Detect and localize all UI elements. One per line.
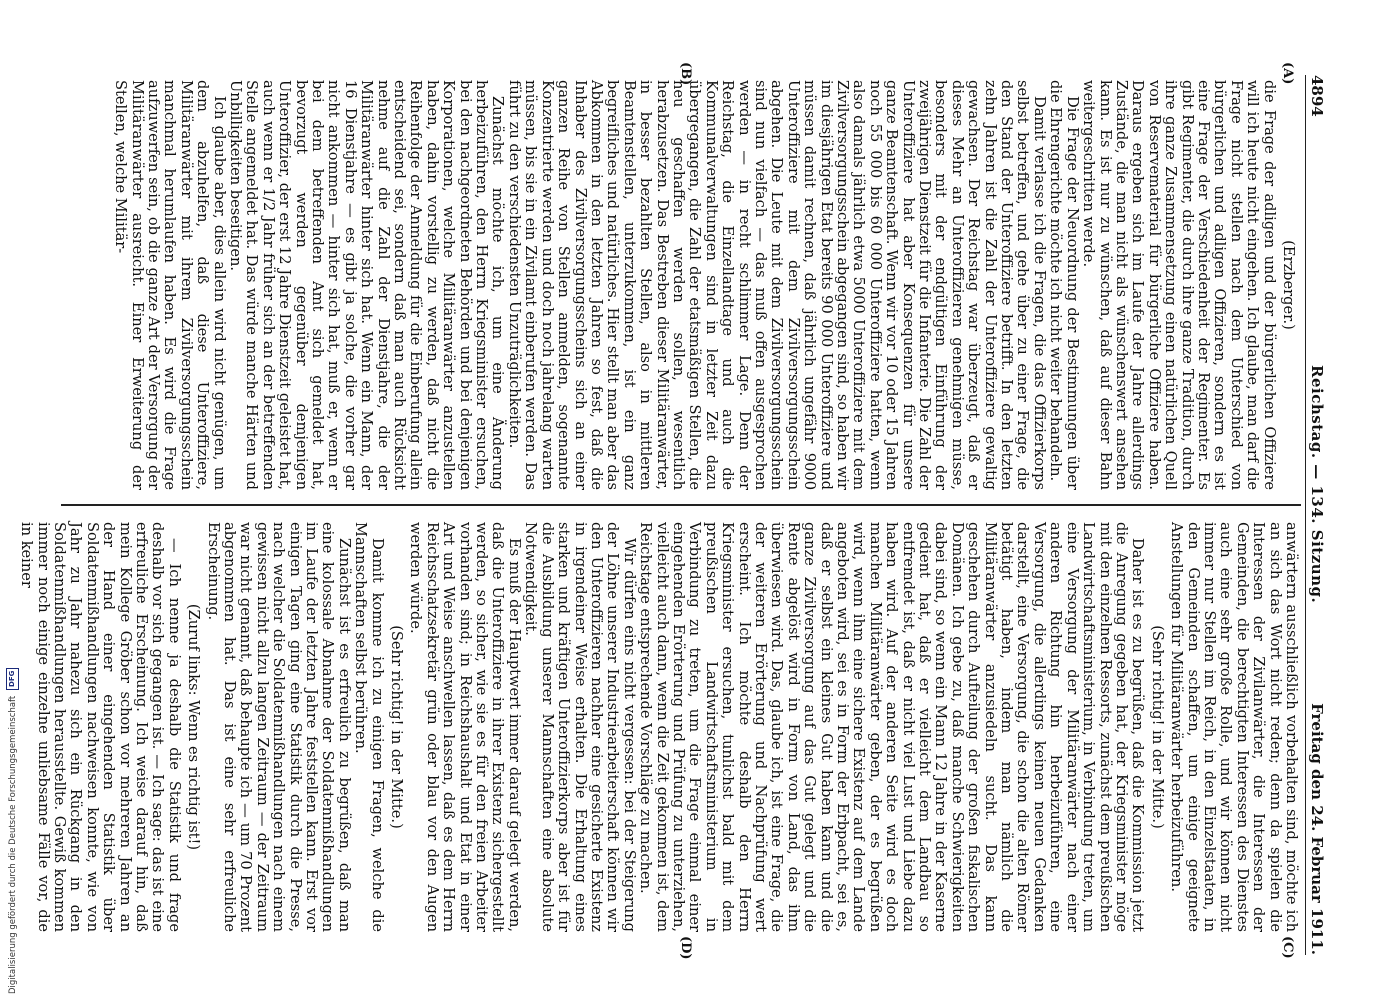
session-date: Freitag den 24. Februar 1911.: [1308, 703, 1326, 955]
paragraph: Zunächst ist es erfreulich zu begrüßen, daß man eine kolossale Abnahme der Soldatenmißhandlungen im Laufe der letzten Jahre feststellen kann. Erst vor einigen Tagen ging eine Statistik durch die Presse, nach welcher die Soldatenmißhandlungen nach einem gewissen nicht allzu langen Zeitraum — der Zeitraum war nicht genannt, daß behaupte ich — um 70 Prozent abgenommen hat. Das ist eine sehr erfreuliche Erscheinung.: [204, 522, 353, 932]
right-text-column: [18, 522, 1299, 932]
credit-text: Digitalisierung gefördert durch die Deutsche Forschungsgemeinschaft: [7, 695, 18, 994]
paragraph: Damit verlasse ich die Fragen, die das Offizierkorps selbst betreffen, und gehe über zu einer Frage, die den Stand der Unteroffiziere betrifft. In den letzten zehn Jahren ist die Zahl der Unteroffiziere gewaltig gewachsen. Der Reichstag war überzeugt, daß er dieses Mehr an Unteroffizieren genehmigen müsse, besonders mit der endgültigen Einführung der zweijährigen Dienstzeit für die Infanterie. Die Zahl der Unteroffiziere hat aber Konsequenzen für unsere ganze Beamtenschaft. Wenn wir vor 10 oder 15 Jahren noch 55 000 bis 60 000 Unteroffiziere hatten, wenn also damals jährlich etwa 5000 Unteroffiziere mit dem Zivilversorgungsschein abgegangen sind, so haben wir im diesjährigen Etat bereits 90 000 Unteroffiziere und müssen damit rechnen, daß jährlich ungefähr 9000 Unteroffiziere mit dem Zivilversorgungsschein abgehen. Die Leute mit dem Zivilversorgungsschein sind nun vielfach — das muß offen ausgesprochen werden — in recht schlimmer Lage. Denn der Reichstag, die Einzellandtage und auch die Kommunalverwaltungen sind in letzter Zeit dazu übergegangen, die Zahl der etatsmäßigen Stellen, die neu geschaffen werden sollen, wesentlich herabzusetzen. Das Bestreben dieser Militäranwärter, in besser bezahlten Stellen, also in mittleren Beamtenstellen, unterzukommen, ist ein ganz begreifliches und natürliches. Hier stellt man aber das Abkommen in den letzten Jahren so fest, daß die Inhaber des Zivilversorgungsscheins sich an einer ganzen Reihe von Stellen anmelden, sogenannte Konzentrierte werden und doch noch jahrelang warten müssen, bis sie in ein Zivilamt einberufen werden. Das führt zu den verschiedensten Unzuträglichkeiten.: [505, 80, 1048, 490]
page-header: [1305, 75, 1328, 955]
interjection: (Zuruf links: Wenn es richtig ist!): [185, 603, 203, 851]
section-marker-c: (C): [1280, 936, 1295, 959]
left-text-column: [112, 80, 1299, 490]
paragraph: anwärtern ausschließlich vorbehalten sind, möchte ich an sich das Wort nicht reden; denn da spielen die Interessen der Zivilanwärter, die Interessen der Gemeinden, die berechtigten Interessen des Dienstes auch eine sehr große Rolle, und wir können nicht immer nur Stellen im Reich, in den Einzelstaaten, in den Gemeinden schaffen, um einige geeignete Anstellungen für Militäranwärter herbeizuführen.: [1168, 522, 1300, 932]
digitization-credit: [6, 668, 19, 994]
section-marker-a: (A): [1280, 62, 1295, 85]
paragraph: — Ich nenne ja deshalb die Statistik und frage deshalb vor sich gegangen ist. — Ich sage: das ist eine erfreuliche Erscheinung. Ich weise darauf hin, daß mein Kollege Gröber schon vor mehreren Jahren an der Hand einer eingehenden Statistik über Soldatenmißhandlungen nachweisen konnte, wie von Jahr zu Jahr nahezu sich ein Rückgang in den Soldatenmißhandlungen herausstellte. Gewiß kommen immer noch einige einzelne unliebsame Fälle vor, die in keiner: [18, 522, 183, 932]
interjection: (Sehr richtig! in der Mitte.): [1148, 625, 1166, 829]
section-marker-b: (B): [678, 62, 693, 86]
paragraph: Wir dürfen eins nicht vergessen: bei der Steigerung der Löhne unserer Industriearbeiterschaft können wir den Unteroffizieren nachher eine gesicherte Existenz in irgendeiner Weise erhalten. Die Erhaltung eines starken und kräftigen Unteroffizierkorps aber ist für die Ausbildung unserer Mannschaften eine absolute Notwendigkeit.: [522, 522, 638, 932]
session-title: Reichstag. — 134. Sitzung.: [1308, 365, 1326, 604]
paragraph: die Frage der adligen und der bürgerlichen Offiziere will ich heute nicht eingehen. Ich glaube, man darf die Frage nicht stellen nach dem Unterschied von bürgerlichen und adligen Offizieren, sondern es ist eine Frage der Verschiedenheit der Regimenter. Es gibt Regimenter, die durch ihre ganze Tradition, durch ihre ganze Zusammensetzung einen natürlichen Quell von Reservematerial für bürgerliche Offiziere haben. Daraus ergeben sich im Laufe der Jahre allerdings Zustände, die man nicht als wünschenswert ansehen kann. Es ist nur zu wünschen, daß auf dieser Bahn weitergeschritten werde.: [1080, 80, 1278, 490]
section-marker-d: (D): [678, 936, 693, 960]
paragraph: Daher ist es zu begrüßen, daß die Kommission jetzt die Anregung gegeben hat, der Kriegsminister möge mit den einzelnen Ressorts, zunächst dem preußischen Landwirtschaftsministerium, in Verbindung treten, um eine Versorgung der Militäranwärter nach einer anderen Richtung hin herbeizuführen, eine Versorgung, die allerdings keinen neuen Gedanken darstellt, eine Versorgung, die schon die alten Römer betätigt haben, indem man nämlich die Militäranwärter anzusiedeln sucht. Das kann geschehen durch Aufteilung der großen fiskalischen Domänen. Ich gebe zu, daß manche Schwierigkeiten dabei sind, so wenn ein Mann 12 Jahre in der Kaserne gedient hat, daß er vielleicht dem Landbau so entfremdet ist, daß er nicht viel Lust und Liebe dazu haben wird. Auf der anderen Seite wird es doch manchen Militäranwärter geben, der es begrüßen wird, wenn ihm eine sichere Existenz auf dem Lande angeboten wird, sei es in Form der Erbpacht, sei es, daß er selbst ein kleines Gut haben kann und die ganze Zivilversorgung auf das Gut gelegt und die Rente abgelöst wird in Form von Land, das ihm überwiesen wird. Das, glaube ich, ist eine Frage, die der weiteren Erörterung und Nachprüfung wert erscheint. Ich möchte deshalb den Herrn Kriegsminister ersuchen, tunlichst bald mit dem preußischen Landwirtschaftsministerium in Verbindung zu treten, um die Frage einmal einer eingehenden Erörterung und Prüfung zu unterziehen, vielleicht auch dann, wenn die Zeit gekommen ist, dem Reichstage entsprechende Vorschläge zu machen.: [637, 522, 1147, 932]
paragraph: Es muß der Hauptwert immer darauf gelegt werden, daß die Unteroffiziere in ihrer Existenz sichergestellt werden, so sicher, wie sie es für den freien Arbeiter vorhanden sind; in Reichshaushalt und Etat in einer Art und Weise anschwellen lassen, daß es dem Herrn Reichsschatzsekretär grün oder blau vor den Augen werden würde.: [407, 522, 523, 932]
page-number: 4894: [1308, 75, 1326, 117]
paragraph: Zunächst möchte ich, um eine Änderung herbeizuführen, den Herrn Kriegsminister ersuchen, bei den nachgeordneten Behörden und bei denjenigen Korporationen, welche Militäranwärter anzustellen haben, dahin vorstellig zu werden, daß nicht die Reihenfolge der Anmeldung für die Einberufung allein entscheidend sei, sondern daß man auch Rücksicht nehme auf die Zahl der Dienstjahre, die der Militäranwärter hinter sich hat. Wenn ein Mann, der 16 Dienstjahre — es gibt ja solche, die vorher gar nicht ankommen — hinter sich hat, muß er, wenn er bei dem betreffenden Amt sich gemeldet hat, bevorzugt werden gegenüber demjenigen Unteroffizier, der erst 12 Jahre Dienstzeit geleistet hat, auch wenn er 1/2 Jahr früher sich an der betreffenden Stelle angemeldet hat. Das würde manche Härten und Unbilligkeiten beseitigen.: [227, 80, 507, 490]
paragraph: Damit komme ich zu einigen Fragen, welche die Mannschaften selbst berühren.: [352, 522, 386, 932]
paragraph: Ich glaube aber, dies allein wird nicht genügen, um dem abzuhelfen, daß diese Unteroffiziere, Militäranwärter mit ihrem Zivilversorgungsschein manchmal herumlaufen haben. Es wird die Frage aufzuwerfen sein, ob die ganze Art der Versorgung der Militäranwärter ausreicht. Einer Erweiterung der Stellen, welche Militär-: [112, 80, 228, 490]
paragraph: Die Frage der Neuordnung der Bestimmungen über die Ehrengerichte möchte ich nicht weiter behandeln.: [1047, 80, 1081, 490]
column-divider: [61, 504, 1301, 506]
dfg-logo: DFG: [6, 668, 19, 690]
interjection: (Erzberger.): [1280, 240, 1297, 330]
interjection: (Sehr richtig! in der Mitte.): [388, 625, 406, 829]
